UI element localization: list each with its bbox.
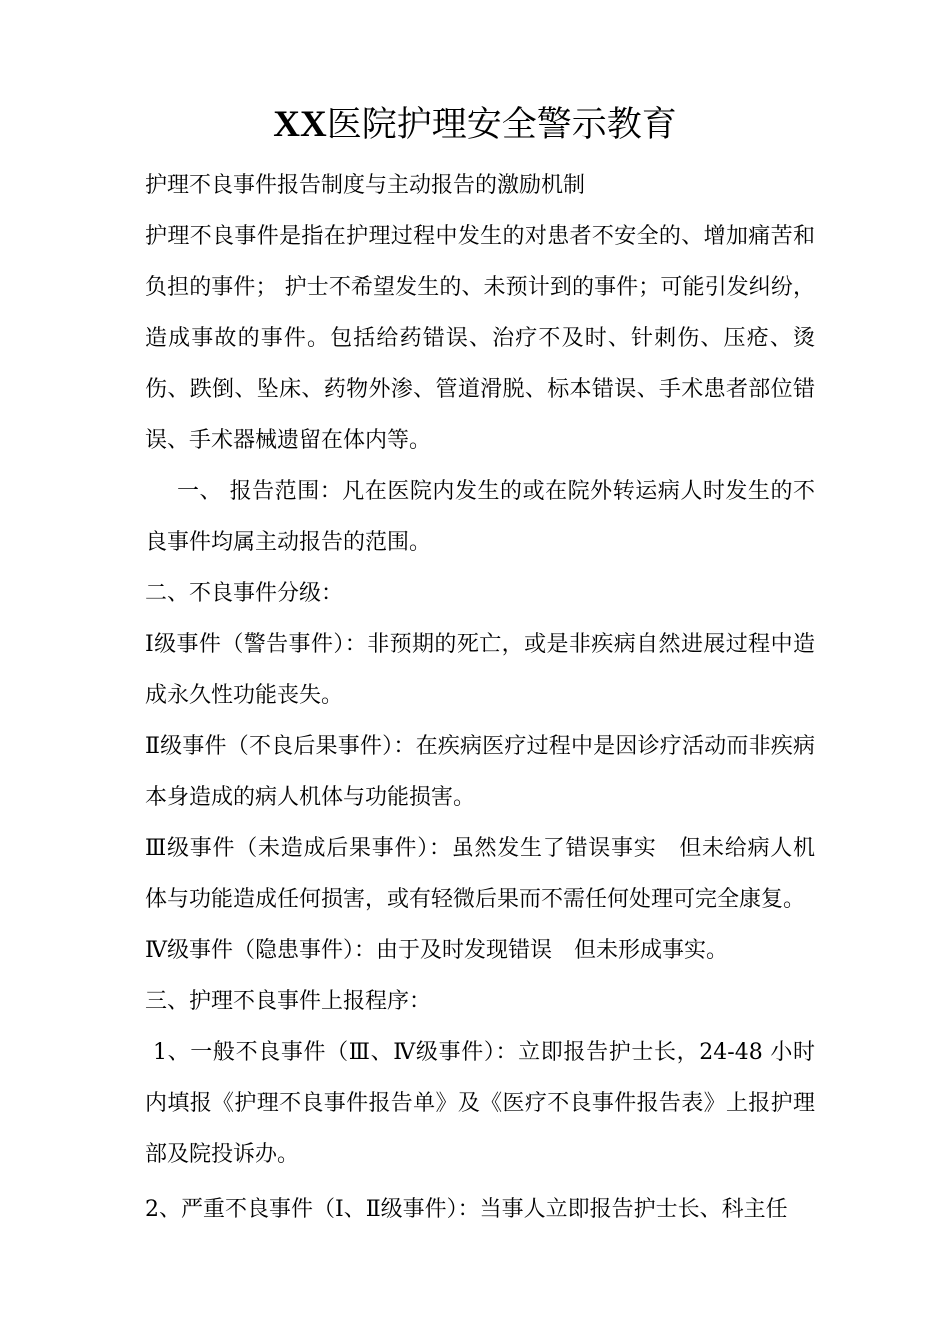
section-report-scope: 一、 报告范围：凡在医院内发生的或在院外转运病人时发生的不良事件均属主动报告的范围。: [145, 479, 815, 555]
procedure-step-1: 1、一般不良事件（Ⅲ、Ⅳ级事件）：立即报告护士长，24-48 小时内填报《护理不良事件报告单》及《医疗不良事件报告表》上报护理部及院投诉办。: [145, 1040, 815, 1167]
section-report-procedure-heading: 三、护理不良事件上报程序：: [145, 989, 432, 1014]
title-latin: XX: [273, 104, 327, 145]
document-title: [0, 100, 950, 150]
grade-3-paragraph: Ⅲ级事件（未造成后果事件）：虽然发生了错误事实 但未给病人机体与功能造成任何损害，或有轻微后果而不需任何处理可完全康复。: [145, 836, 815, 912]
section-event-grading-heading: 二、不良事件分级：: [145, 581, 344, 606]
definition-paragraph: 护理不良事件是指在护理过程中发生的对患者不安全的、增加痛苦和负担的事件； 护士不希望发生的、未预计到的事件；可能引发纠纷，造成事故的事件。包括给药错误、治疗不及时、针刺伤、压疮、烫伤、跌倒、坠床、药物外渗、管道滑脱、标本错误、手术患者部位错误、手术器械遗留在体内等。: [145, 224, 815, 453]
title-text: 医院护理安全警示教育: [326, 105, 677, 145]
subtitle-paragraph: 护理不良事件报告制度与主动报告的激励机制: [145, 173, 586, 198]
procedure-step-2: 2、严重不良事件（Ⅰ、Ⅱ级事件）：当事人立即报告护士长、科主任: [145, 1197, 788, 1222]
grade-4-paragraph: Ⅳ级事件（隐患事件）：由于及时发现错误 但未形成事实。: [145, 938, 728, 963]
grade-2-paragraph: Ⅱ级事件（不良后果事件）：在疾病医疗过程中是因诊疗活动而非疾病本身造成的病人机体与功能损害。: [145, 734, 815, 810]
grade-1-paragraph: Ⅰ级事件（警告事件）：非预期的死亡，或是非疾病自然进展过程中造成永久性功能丧失。: [145, 632, 815, 708]
document-body: [145, 160, 815, 1235]
